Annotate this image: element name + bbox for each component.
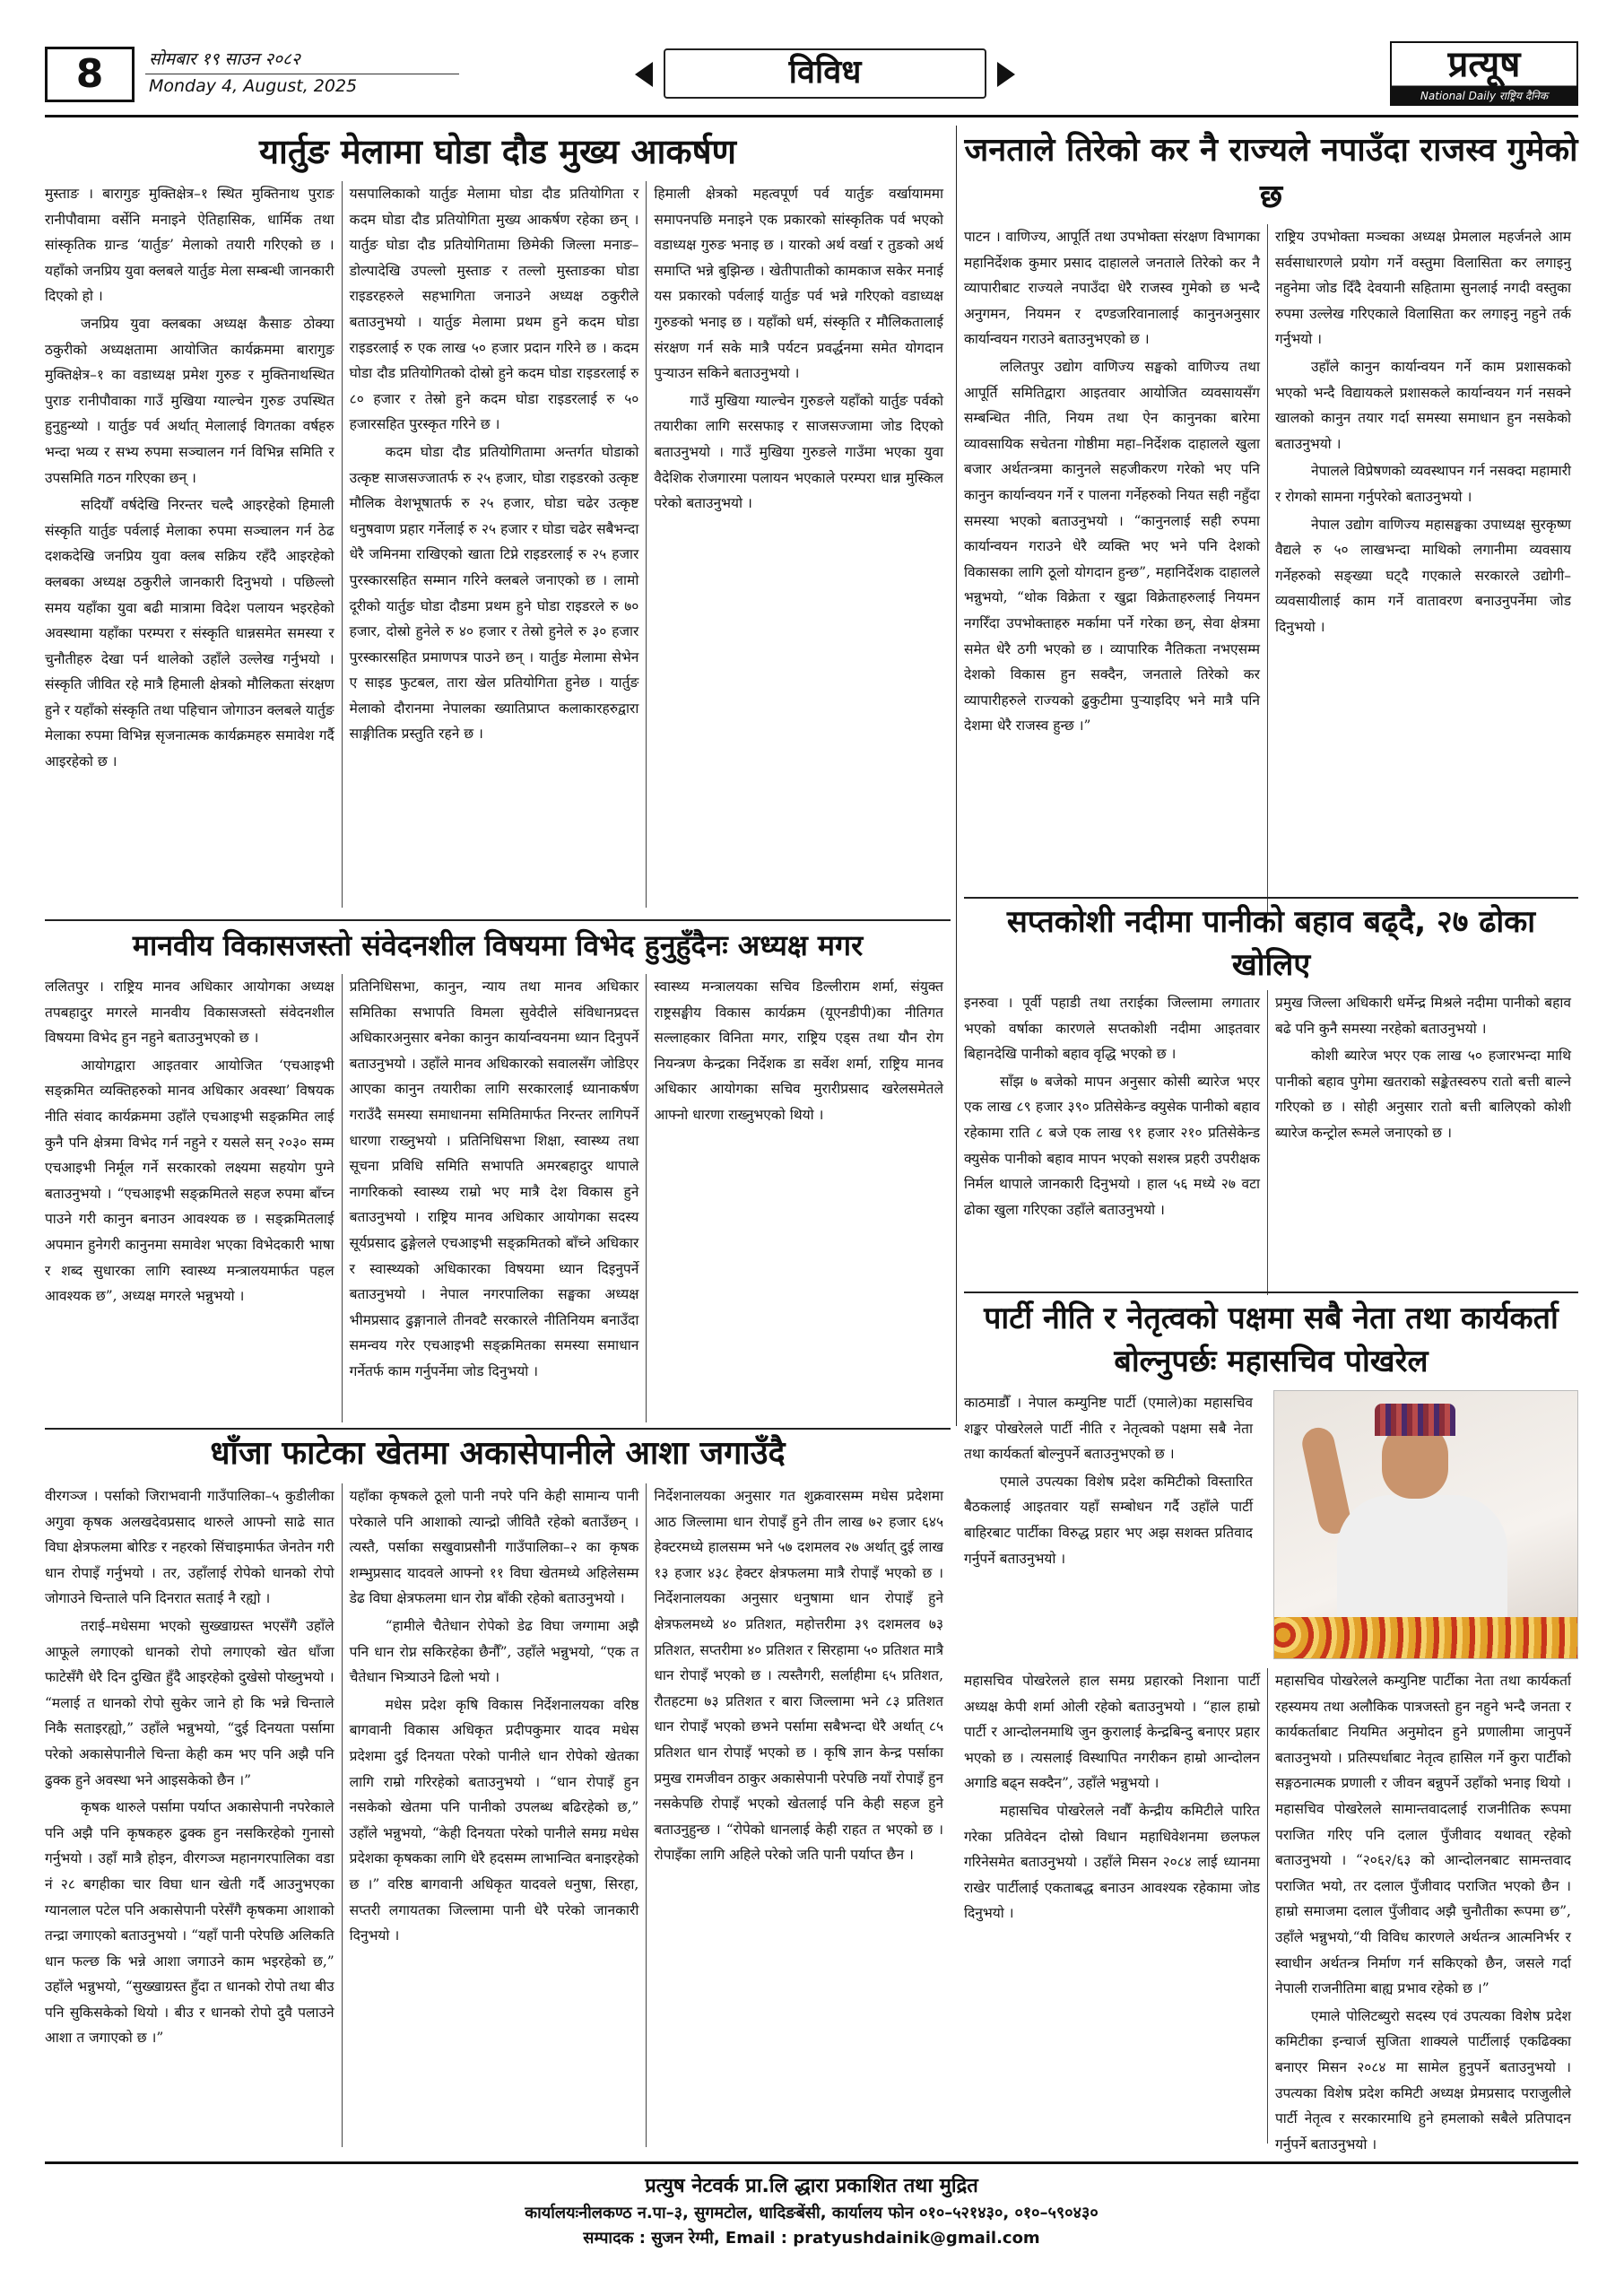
paragraph: तराई–मधेसमा भएको सुख्खाग्रस्त भएसँगै उहाँले आफूले लगाएको धानको रोपो लगाएको खेत धाँजा फाटेसँगै धेरै दिन दुखित हुँदै आइरहेको दुखेसो पोख्नुभयो । “मलाई त धानको रोपो सुकेर जाने हो कि भन्ने चिन्ताले निकै सताइरह्यो,” उहाँले भन्नुभयो, “दुई दिनयता पर्सामा परेको अकासेपानीले चिन्ता केही कम भए पनि अझै पनि ढुक्क हुने अवस्था भने आइसकेको छैन ।”: [45, 1617, 334, 1788]
article-party: [964, 1297, 1578, 2152]
paragraph: यसपालिकाको यार्तुङ मेलामा घोडा दौड प्रतियोगिता र कदम घोडा दौड प्रतियोगिता मुख्य आकर्षण रहेका छन् । यार्तुङ घोडा दौड प्रतियोगितामा छिमेकी जिल्ला मनाङ–डोल्पादेखि उपल्लो मुस्ताङ र तल्लो मुस्ताङका घोडा राइडरहरुले सहभागिता जनाउने अध्यक्ष ठकुरीले बताउनुभयो । यार्तुङ मेलामा प्रथम हुने कदम घोडा राइडरलाई रु एक लाख ५० हजार प्रदान गरिने छ । कदम घोडा दौड प्रतियोगितको दोस्रो हुने कदम घोडा राइडरलाई रु ८० हजार र तेस्रो हुने कदम घोडा राइडरलाई रु ५० हजारसहित पुरस्कृत गरिने छ ।: [349, 186, 639, 433]
column: [964, 224, 1267, 915]
paragraph: वीरगञ्ज । पर्साको जिराभवानी गाउँपालिका–५ कुडीलीका अगुवा कृषक अलखदेवप्रसाद थारुले आफ्नो साढे सात विघा क्षेत्रफलमा बोरिङ र नहरको सिंचाइमार्फत जेनतेन गरी धान रोपाइँ गर्नुभयो । तर, उहाँलाई रोपेको धानको रोपो जोगाउने चिन्ताले पनि दिनरात सताई नै रह्यो ।: [45, 1488, 334, 1607]
prev-section-arrow-icon[interactable]: [635, 62, 653, 87]
paragraph: नेपाल उद्योग वाणिज्य महासङ्घका उपाध्यक्ष सुरकृष्ण वैद्यले रु ५० लाखभन्दा माथिको लगानीमा व्यवसाय गर्नेहरुको सङ्ख्या घट्दै गएकाले सरकारले उद्योगी–व्यवसायीलाई काम गर्ने वातावरण बनाउनुपर्नेमा जोड दिनुभयो ।: [1275, 516, 1571, 635]
paragraph: जनप्रिय युवा क्लबका अध्यक्ष कैसाङ ठोक्या ठकुरीको अध्यक्षतामा आयोजित कार्यक्रममा बारागुङ मुक्तिक्षेत्र–१ का वडाध्यक्ष प्रमेश गुरुङ र मुक्तिनाथस्थित पुराङ रानीपौवाका गाउँ मुखिया ग्याल्चेन गुरुङ उपस्थित हुनुहुन्थ्यो । यार्तुङ पर्व अर्थात् मेलालाई विगतका वर्षहरु भन्दा भव्य र सभ्य रुपमा सञ्चालन गर्न विभिन्न समिति र उपसमिति गठन गरिएका छन् ।: [45, 315, 334, 486]
headline-party: पार्टी नीति र नेतृत्वको पक्षमा सबै नेता तथा कार्यकर्ता बोल्नुपर्छः महासचिव पोखरेल: [984, 1300, 1559, 1379]
paragraph: पाटन । वाणिज्य, आपूर्ति तथा उपभोक्ता संरक्षण विभागका महानिर्देशक कुमार प्रसाद दाहालले जनताले तिरेको कर नै व्यापारीबाट राज्यले नपाउँदा धेरै राजस्व गुमेको छ भन्दै अनुगमन, नियमन र दण्डजरिवानालाई कानुनअनुसार कार्यान्वयन गराउने बताउनुभएको छ ।: [964, 229, 1260, 348]
paragraph: स्वास्थ्य मन्त्रालयका सचिव डिल्लीराम शर्मा, संयुक्त राष्ट्रसङ्घीय विकास कार्यक्रम (यूएनडीपी)का नीतिगत सल्लाहकार विनिता मगर, राष्ट्रिय एड्स तथा यौन रोग नियन्त्रण केन्द्रका निर्देशक डा सर्वेश शर्मा, राष्ट्रिय मानव अधिकार आयोगका सचिव मुरारीप्रसाद खरेलसमेतले आफ्नो धारणा राख्नुभएको थियो ।: [654, 978, 944, 1123]
page-number: 8: [45, 47, 135, 102]
column: [646, 181, 951, 908]
divider-rule: [964, 897, 1578, 899]
footer-editor: सम्पादक : सुजन रेग्मी, Email : pratyushdainik@gmail.com: [583, 2229, 1040, 2248]
column-divider: [956, 126, 957, 1426]
paragraph: कृषक थारुले पर्सामा पर्याप्त अकासेपानी नपरेकाले पनि अझै पनि कृषकहरु ढुक्क हुन नसकिरहेको गुनासो गर्नुभयो । उहाँ मात्रै होइन, वीरगञ्ज महानगरपालिका वडा नं २८ बगहीका चार विघा धान खेती गर्दै आउनुभएका ग्यानलाल पटेल पनि अकासेपानी परेसँगै कृषकमा आशाको तन्द्रा जगाएको बताउनुभयो । “यहाँ पानी परेपछि अलिकति धान फल्छ कि भन्ने आशा जगाउने काम भइरहेको छ,” उहाँले भन्नुभयो, “सुख्खाग्रस्त हुँदा त धानको रोपो तथा बीउ पनि सुकिसकेको थियो । बीउ र धानको रोपो दुवै पलाउने आशा त जगाएको छ ।”: [45, 1799, 334, 2047]
column: [964, 990, 1267, 1295]
headline-revenue: जनताले तिरेको कर नै राज्यले नपाउँदा राजस्व गुमेको छ: [964, 132, 1578, 215]
photo-cap: [1375, 1404, 1455, 1436]
party-intro-column: [964, 1390, 1260, 1659]
paragraph: सदियौँ वर्षदेखि निरन्तर चल्दै आइरहेको हिमाली संस्कृति यार्तुङ पर्वलाई मेलाका रुपमा सञ्चालन गर्न ठेढ दशकदेखि जनप्रिय युवा क्लब सक्रिय रहँदै आइरहेको क्लबका अध्यक्ष ठकुरीले जानकारी दिनुभयो । पछिल्लो समय यहाँका युवा बढी मात्रामा विदेश पलायन भइरहेको अवस्थामा यहाँका परम्परा र संस्कृति धान्नसमेत समस्या र चुनौतीहरु देखा पर्न थालेको उहाँले उल्लेख गर्नुभयो । संस्कृति जीवित रहे मात्रै हिमाली क्षेत्रको मौलिकता संरक्षण हुने र यहाँको संस्कृति तथा पहिचान जोगाउन क्लबले यार्तुङ मेलाका रुपमा विभिन्न सृजनात्मक कार्यक्रमहरु समावेश गर्दै आइरहेको छ ।: [45, 497, 334, 770]
photo-general-secretary: [1273, 1390, 1578, 1659]
paragraph: कदम घोडा दौड प्रतियोगितामा अन्तर्गत घोडाको उत्कृष्ट साजसज्जातर्फ रु २५ हजार, घोडा राइडरको उत्कृष्ट मौलिक वेशभूषातर्फ रु २५ हजार, घोडा चढेर उत्कृष्ट धनुषवाण प्रहार गर्नेलाई रु २५ हजार र घोडा चढेर सबैभन्दा धेरै जमिनमा राखिएको खाता टिप्ने राइडरलाई रु २५ हजार पुरस्कारसहित सम्मान गरिने क्लबले जनाएको छ । लामो दूरीको यार्तुङ घोडा दौडमा प्रथम हुने घोडा राइडरले रु ७० हजार, दोस्रो हुनेले रु ४० हजार र तेस्रो हुनेले रु ३० हजार पुरस्कारसहित प्रमाणपत्र पाउने छन् । यार्तुङ मेलामा सेभेन ए साइड फुटबल, तारा खेल प्रतियोगिता हुनेछ । यार्तुङ मेलाको दौरानमा नेपालका ख्यातिप्राप्त कलाकारहरुद्वारा साङ्गीतिक प्रस्तुति रहने छ ।: [349, 443, 639, 743]
column: [1267, 990, 1578, 1295]
paragraph: कोशी ब्यारेज भएर एक लाख ५० हजारभन्दा माथि पानीको बहाव पुगेमा खतराको सङ्केतस्वरुप रातो बत्ती बाल्ने गरिएको छ । सोही अनुसार रातो बत्ती बालिएको कोशी ब्यारेज कन्ट्रोल रूमले जनाएको छ ।: [1275, 1048, 1571, 1141]
article-revenue: [964, 126, 1578, 915]
column: [342, 181, 647, 908]
column: [646, 974, 951, 1422]
article-human-rights-columns: [45, 974, 951, 1422]
column: [646, 1483, 951, 2147]
paragraph: “हामीले चैतेधान रोपेको डेढ विघा जग्गामा अझै पनि धान रोप्न सकिरहेका छैनौँ”, उहाँले भन्नुभयो, “एक त चैतेधान भित्र्याउने ढिलो भयो ।: [349, 1617, 639, 1686]
column: [964, 1668, 1267, 2144]
column: [342, 974, 647, 1422]
article-paddy: [45, 1433, 951, 2151]
article-revenue-columns: [964, 224, 1578, 915]
section-nav: [664, 48, 986, 99]
paragraph: महासचिव पोखरेलले कम्युनिष्ट पार्टीका नेता तथा कार्यकर्ता रहस्यमय तथा अलौकिक पात्रजस्तो हुन नहुने भन्दै जनता र कार्यकर्ताबाट नियमित अनुमोदन हुने प्रणालीमा जानुपर्ने बताउनुभयो । प्रतिस्पर्धाबाट नेतृत्व हासिल गर्ने कुरा पार्टीको सङ्गठनात्मक प्रणाली र जीवन बन्नुपर्ने उहाँको भनाइ थियो । महासचिव पोखरेलले सामान्तवादलाई राजनीतिक रूपमा पराजित गरिए पनि दलाल पुँजीवाद यथावत् रहेको बताउनुभयो । “२०६२/६३ को आन्दोलनबाट सामन्तवाद पराजित भयो, तर दलाल पुँजीवाद पराजित भएको छैन । हाम्रो समाजमा दलाल पुँजीवाद अझै चुनौतीका रूपमा छ”, उहाँले भन्नुभयो,“यी विविध कारणले अर्थतन्त्र आत्मनिर्भर र स्वाधीन अर्थतन्त्र निर्माण गर्न सकिएको छैन, जसले गर्दा नेपाली राजनीतिमा बाह्य प्रभाव रहेको छ ।”: [1275, 1673, 1571, 1997]
divider-rule: [45, 919, 951, 921]
paragraph: ललितपुर उद्योग वाणिज्य सङ्घको वाणिज्य तथा आपूर्ति समितिद्वारा आइतवार आयोजित व्यवसायसँग सम्बन्धित नीति, नियम तथा ऐन कानुनका बारेमा व्यावसायिक सचेतना गोष्ठीमा महा–निर्देशक दाहालले खुला बजार अर्थतन्त्रमा कानुनले सहजीकरण गरेको भए पनि कानुन कार्यान्वयन गर्ने र पालना गर्नेहरुको नियत सही नहुँदा समस्या भएको बताउनुभयो । “कानुनलाई सही रुपमा कार्यान्वयन गराउने धेरै व्यक्ति भए भने पनि देशको विकासका लागि ठूलो योगदान हुन्छ”, महानिर्देशक दाहालले भन्नुभयो, “थोक विक्रेता र खुद्रा विक्रेताहरुलाई नियमन नगरिँदा उपभोक्ताहरु मर्कामा पर्ने गरेका छन्, सेवा क्षेत्रमा समेत धेरै ठगी भएको छ । व्यापारिक नैतिकता नभएसम्म देशको विकास हुन सक्दैन, जनताले तिरेको कर व्यापारीहरुले राज्यको ढुकुटीमा पुऱ्याइदिए भने मात्रै पनि देशमा धेरै राजस्व हुन्छ ।”: [964, 358, 1260, 735]
paragraph: राष्ट्रिय उपभोक्ता मञ्चका अध्यक्ष प्रेमलाल महर्जनले आम सर्वसाधारणले प्रयोग गर्ने वस्तुमा विलासिता कर लगाइनु नहुनेमा जोड दिँदै देवयानी सहितामा सुनलाई नगदी वस्तुका रुपमा उल्लेख गरिएकाले विलासिता कर लगाइनु नहुने तर्क गर्नुभयो ।: [1275, 229, 1571, 348]
paragraph: प्रतिनिधिसभा, कानुन, न्याय तथा मानव अधिकार समितिका सभापति विमला सुवेदीले संविधानप्रदत्त अधिकारअनुसार बनेका कानुन कार्यान्वयनमा ध्यान दिनुपर्ने बताउनुभयो । उहाँले मानव अधिकारको सवालसँग जोडिएर आएका कानुन तयारीका लागि सरकारलाई ध्यानाकर्षण गराउँदै समस्या समाधानमा समितिमार्फत निरन्तर लागिपर्ने धारणा राख्नुभयो । प्रतिनिधिसभा शिक्षा, स्वास्थ्य तथा सूचना प्रविधि समिति सभापति अमरबहादुर थापाले नागरिकको स्वास्थ्य राम्रो भए मात्रै देश विकास हुने बताउनुभयो । राष्ट्रिय मानव अधिकार आयोगका सदस्य सूर्यप्रसाद ढुङ्गेलले एचआइभी सङ्क्रमितको बाँच्ने अधिकार र स्वास्थ्यको अधिकारका विषयमा ध्यान दिइनुपर्ने बताउनुभयो । नेपाल नगरपालिका सङ्घका अध्यक्ष भीमप्रसाद ढुङ्गानाले तीनवटै सरकारले नीतिनियम बनाउँदा समन्वय गरेर एचआइभी सङ्क्रमितका समस्या समाधान गर्नेतर्फ काम गर्नुपर्नेमा जोड दिनुभयो ।: [349, 978, 639, 1379]
paragraph: महासचिव पोखरेलले नवौँ केन्द्रीय कमिटीले पारित गरेका प्रतिवेदन दोस्रो विधान महाधिवेशनमा छलफल गरिनेसमेत बताउनुभयो । उहाँले मिसन २०८४ लाई ध्यानमा राखेर पार्टीलाई एकताबद्ध बनाउन आवश्यक रहेकामा जोड दिनुभयो ।: [964, 1802, 1260, 1922]
date-box: [145, 45, 459, 100]
divider-rule: [45, 1428, 951, 1430]
paragraph: एमाले पोलिटब्युरो सदस्य एवं उपत्यका विशेष प्रदेश कमिटीका इन्चार्ज सुजिता शाक्यले पार्टीलाई एकढिक्का बनाएर मिसन २०८४ मा सामेल हुनुपर्ने बताउनुभयो । उपत्यका विशेष प्रदेश कमिटी अध्यक्ष प्रेमप्रसाद पराजुलीले पार्टी नेतृत्व र सरकारमाथि हुने हमलाको सबैले प्रतिपादन गर्नुपर्ने बताउनुभयो ।: [1275, 2007, 1571, 2152]
paragraph: साँझ ७ बजेको मापन अनुसार कोसी ब्यारेज भएर एक लाख ८९ हजार ३९० प्रतिसेकेन्ड क्युसेक पानीको बहाव रहेकामा राति ८ बजे एक लाख ९१ हजार २१० प्रतिसेकेन्ड क्युसेक पानीको बहाव मापन भएको सशस्त्र प्रहरी उपरीक्षक निर्मल थापाले जानकारी दिनुभयो । हाल ५६ मध्ये २७ वटा ढोका खुला गरिएका उहाँले बताउनुभयो ।: [964, 1073, 1260, 1218]
footer-publisher: प्रत्युष नेटवर्क प्रा.लि द्धारा प्रकाशित तथा मुद्रित: [645, 2175, 978, 2197]
paragraph: नेपालले विप्रेषणको व्यवस्थापन गर्न नसक्दा महामारी र रोगको सामना गर्नुपरेको बताउनुभयो ।: [1275, 463, 1571, 505]
masthead-name: प्रत्यूष: [1447, 44, 1521, 85]
paragraph: मुस्ताङ । बारागुङ मुक्तिक्षेत्र–१ स्थित मुक्तिनाथ पुराङ रानीपौवामा वर्सेनि मनाइने ऐतिहासिक, धार्मिक तथा सांस्कृतिक ग्रान्ड ‘यार्तुङ’ मेलाको तयारी गरिएको छ । यहाँको जनप्रिय युवा क्लबले यार्तुङ मेला सम्बन्धी जानकारी दिएको हो ।: [45, 186, 334, 305]
headline-yartung: यार्तुङ मेलामा घोडा दौड मुख्य आकर्षण: [258, 132, 737, 171]
paragraph: हिमाली क्षेत्रको महत्वपूर्ण पर्व यार्तुङ वर्खायाममा समापनपछि मनाइने एक प्रकारको सांस्कृतिक पर्व भएको वडाध्यक्ष गुरुङ भनाइ छ । यारको अर्थ वर्खा र तुङको अर्थ समाप्ति भन्ने बुझिन्छ । खेतीपातीको कामकाज सकेर मनाई यस प्रकारको पर्वलाई यार्तुङ पर्व भन्ने गरिएको वडाध्यक्ष गुरुङको भनाइ छ । यहाँको धर्म, संस्कृति र मौलिकतालाई संरक्षण गर्न सके मात्रै पर्यटन प्रवर्द्धनमा समेत योगदान पुऱ्याउन सकिने बताउनुभयो ।: [654, 186, 944, 382]
article-paddy-columns: [45, 1483, 951, 2147]
article-sapta-koshi: [964, 900, 1578, 1300]
paragraph: यहाँका कृषकले ठूलो पानी नपरे पनि केही सामान्य पानी परेकाले पनि आशाको त्यान्द्रो जीवितै रहेको बताउँछन् । त्यस्तै, पर्साका सखुवाप्रसौनी गाउँपालिका–२ का कृषक शम्भुप्रसाद यादवले आफ्नो ११ विघा खेतमध्ये अहिलेसम्म डेढ विघा क्षेत्रफलमा धान रोप्न बाँकी रहेको बताउनुभयो ।: [349, 1488, 639, 1607]
masthead-logo: [1390, 41, 1578, 106]
headline-sapta-koshi: सप्तकोशी नदीमा पानीको बहाव बढ्दै, २७ ढोका खोलिए: [1006, 904, 1536, 983]
date-nepali: सोमबार १९ साउन २०८२: [145, 45, 459, 74]
paragraph: गाउँ मुखिया ग्याल्चेन गुरुङले यहाँको यार्तुङ पर्वको तयारीका लागि सरसफाइ र साजसज्जामा जोड दिएको बताउनुभयो । गाउँ मुखिया गुरुङले गाउँमा भएका युवा वैदेशिक रोजगारमा पलायन भएकाले परम्परा धान्न मुस्किल परेको बताउनुभयो ।: [654, 392, 944, 512]
page-header: [45, 41, 1578, 113]
paragraph: आयोगद्वारा आइतवार आयोजित ‘एचआइभी सङ्क्रमित व्यक्तिहरुको मानव अधिकार अवस्था’ विषयक नीति संवाद कार्यक्रममा उहाँले एचआइभी सङ्क्रमित लाई कुनै पनि क्षेत्रमा विभेद गर्न नहुने र यसले सन् २०३० सम्म एचआइभी निर्मूल गर्ने सरकारको लक्ष्यमा सहयोग पुग्ने बताउनुभयो । “एचआइभी सङ्क्रमितले सहज रुपमा बाँच्न पाउने गरी कानुन बनाउन आवश्यक छ । सङ्क्रमितलाई अपमान हुनेगरी कानुनमा समावेश भएका विभेदकारी भाषा र शब्द सुधारका लागि स्वास्थ्य मन्त्रालयमार्फत पहल आवश्यक छ”, अध्यक्ष मगरले भन्नुभयो ।: [45, 1057, 334, 1305]
article-human-rights: [45, 924, 951, 1426]
date-english: Monday 4, August, 2025: [149, 76, 358, 96]
article-yartung: [45, 126, 951, 915]
paragraph: इनरुवा । पूर्वी पहाडी तथा तराईका जिल्लामा लगातार भएको वर्षाका कारणले सप्तकोशी नदीमा आइतवार बिहानदेखि पानीको बहाव वृद्धि भएको छ ।: [964, 995, 1260, 1063]
masthead-tag: National Daily राष्ट्रिय दैनिक: [1420, 90, 1549, 102]
paragraph: प्रमुख जिल्ला अधिकारी धर्मेन्द्र मिश्रले नदीमा पानीको बहाव बढे पनि कुनै समस्या नरहेको बताउनुभयो ।: [1275, 995, 1571, 1037]
column: [45, 181, 342, 908]
column: [45, 974, 342, 1422]
paragraph: काठमाडौँ । नेपाल कम्युनिष्ट पार्टी (एमाले)का महासचिव शङ्कर पोखरेलले पार्टी नीति र नेतृत्वको पक्षमा सबै नेता तथा कार्यकर्ता बोल्नुपर्ने बताउनुभएको छ ।: [964, 1395, 1253, 1463]
paragraph: ललितपुर । राष्ट्रिय मानव अधिकार आयोगका अध्यक्ष तपबहादुर मगरले मानवीय विकासजस्तो संवेदनशील विषयमा विभेद हुन नहुने बताउनुभएको छ ।: [45, 978, 334, 1047]
article-party-columns: [964, 1668, 1578, 2152]
party-body: [964, 1390, 1578, 2152]
paragraph: एमाले उपत्यका विशेष प्रदेश कमिटीको विस्तारित बैठकलाई आइतवार यहाँ सम्बोधन गर्दै उहाँले पार्टी बाहिरबाट पार्टीका विरुद्ध प्रहार भए अझ सशक्त प्रतिवाद गर्नुपर्ने बताउनुभयो ।: [964, 1473, 1253, 1567]
divider-rule: [964, 1292, 1578, 1293]
paragraph: महासचिव पोखरेलले हाल समग्र प्रहारको निशाना पार्टी अध्यक्ष केपी शर्मा ओली रहेको बताउनुभयो । “हाल हाम्रो पार्टी र आन्दोलनमाथि जुन कुरालाई केन्द्रबिन्दु बनाएर प्रहार भएको छ । त्यसलाई विस्थापित नगरीकन हाम्रो आन्दोलन अगाडि बढ्न सक्दैन”, उहाँले भन्नुभयो ।: [964, 1673, 1260, 1792]
paragraph: मधेस प्रदेश कृषि विकास निर्देशनालयका वरिष्ठ बागवानी विकास अधिकृत प्रदीपकुमार यादव मधेस प्रदेशमा दुई दिनयता परेको पानीले धान रोपेको खेतका लागि राम्रो गरिरहेको बताउनुभयो । “धान रोपाइँ हुन नसकेको खेतमा पनि पानीको उपलब्ध बढिरहेको छ,” उहाँले भन्नुभयो, “केही दिनयता परेको पानीले समग्र मधेस प्रदेशका कृषकका लागि धेरै हदसम्म लाभान्वित बनाइरहेको छ ।” वरिष्ठ बागवानी अधिकृत यादवले धनुषा, सिरहा, सप्तरी लगायतका जिल्लामा पानी धेरै परेको जानकारी दिनुभयो ।: [349, 1696, 639, 1944]
article-sapta-koshi-columns: [964, 990, 1578, 1295]
page-footer: [45, 2161, 1578, 2269]
column: [342, 1483, 647, 2147]
column: [1267, 1668, 1578, 2152]
section-label: विविध: [788, 54, 862, 91]
header-rule: [45, 115, 1578, 117]
paragraph: निर्देशनालयका अनुसार गत शुक्रवारसम्म मधेस प्रदेशमा आठ जिल्लामा धान रोपाइँ हुने तीन लाख ७२ हजार ६४५ हेक्टरमध्ये हालसम्म भने ५७ दशमलव २७ अर्थात् दुई लाख १३ हजार ४३८ हेक्टर क्षेत्रफलमा मात्रै रोपाइँ भएको छ । निर्देशनालयका अनुसार धनुषामा धान रोपाइँ हुने क्षेत्रफलमध्ये ४० प्रतिशत, महोत्तरीमा ३९ दशमलव ७३ प्रतिशत, सप्तरीमा ४० प्रतिशत र सिरहामा ५० प्रतिशत मात्रै धान रोपाइँ भएको छ । त्यस्तैगरी, सर्लाहीमा ६५ प्रतिशत, रौतहटमा ७३ प्रतिशत र बारा जिल्लामा भने ८३ प्रतिशत धान रोपाइँ भएको छभने पर्सामा सबैभन्दा धेरै अर्थात् ८५ प्रतिशत धान रोपाइँ भएको छ । कृषि ज्ञान केन्द्र पर्साका प्रमुख रामजीवन ठाकुर अकासेपानी परेपछि नयाँ रोपाइँ हुन नसकेपछि रोपाइँ भएको खेतलाई पनि केही सहज हुने बताउनुहुन्छ । “रोपेको धानलाई केही राहत त भएको छ । रोपाइँका लागि अहिले परेको जति पानी पर्याप्त छैन ।: [654, 1488, 944, 1864]
footer-office: कार्यालयःनीलकण्ठ न.पा–३, सुगमटोल, धादिङबेंसी, कार्यालय फोन ०१०–५२१४३०, ०१०–५९०४३०: [525, 2204, 1099, 2222]
article-yartung-columns: [45, 181, 951, 908]
next-section-arrow-icon[interactable]: [997, 62, 1015, 87]
photo-shirt: [1337, 1495, 1507, 1621]
column: [45, 1483, 342, 2147]
headline-human-rights: मानवीय विकासजस्तो संवेदनशील विषयमा विभेद हुनुहुँदैनः अध्यक्ष मगर: [132, 928, 864, 962]
headline-paddy: धाँजा फाटेका खेतमा अकासेपानीले आशा जगाउँदै: [210, 1435, 786, 1472]
paragraph: उहाँले कानुन कार्यान्वयन गर्ने काम प्रशासकको भएको भन्दै विद्यायकले प्रशासकले कार्यान्वयन गर्न नसक्ने खालको कानुन तयार गर्दा समस्या समाधान हुन नसकेको बताउनुभयो ।: [1275, 358, 1571, 452]
photo-flowers: [1274, 1617, 1577, 1658]
column: [1267, 224, 1578, 915]
